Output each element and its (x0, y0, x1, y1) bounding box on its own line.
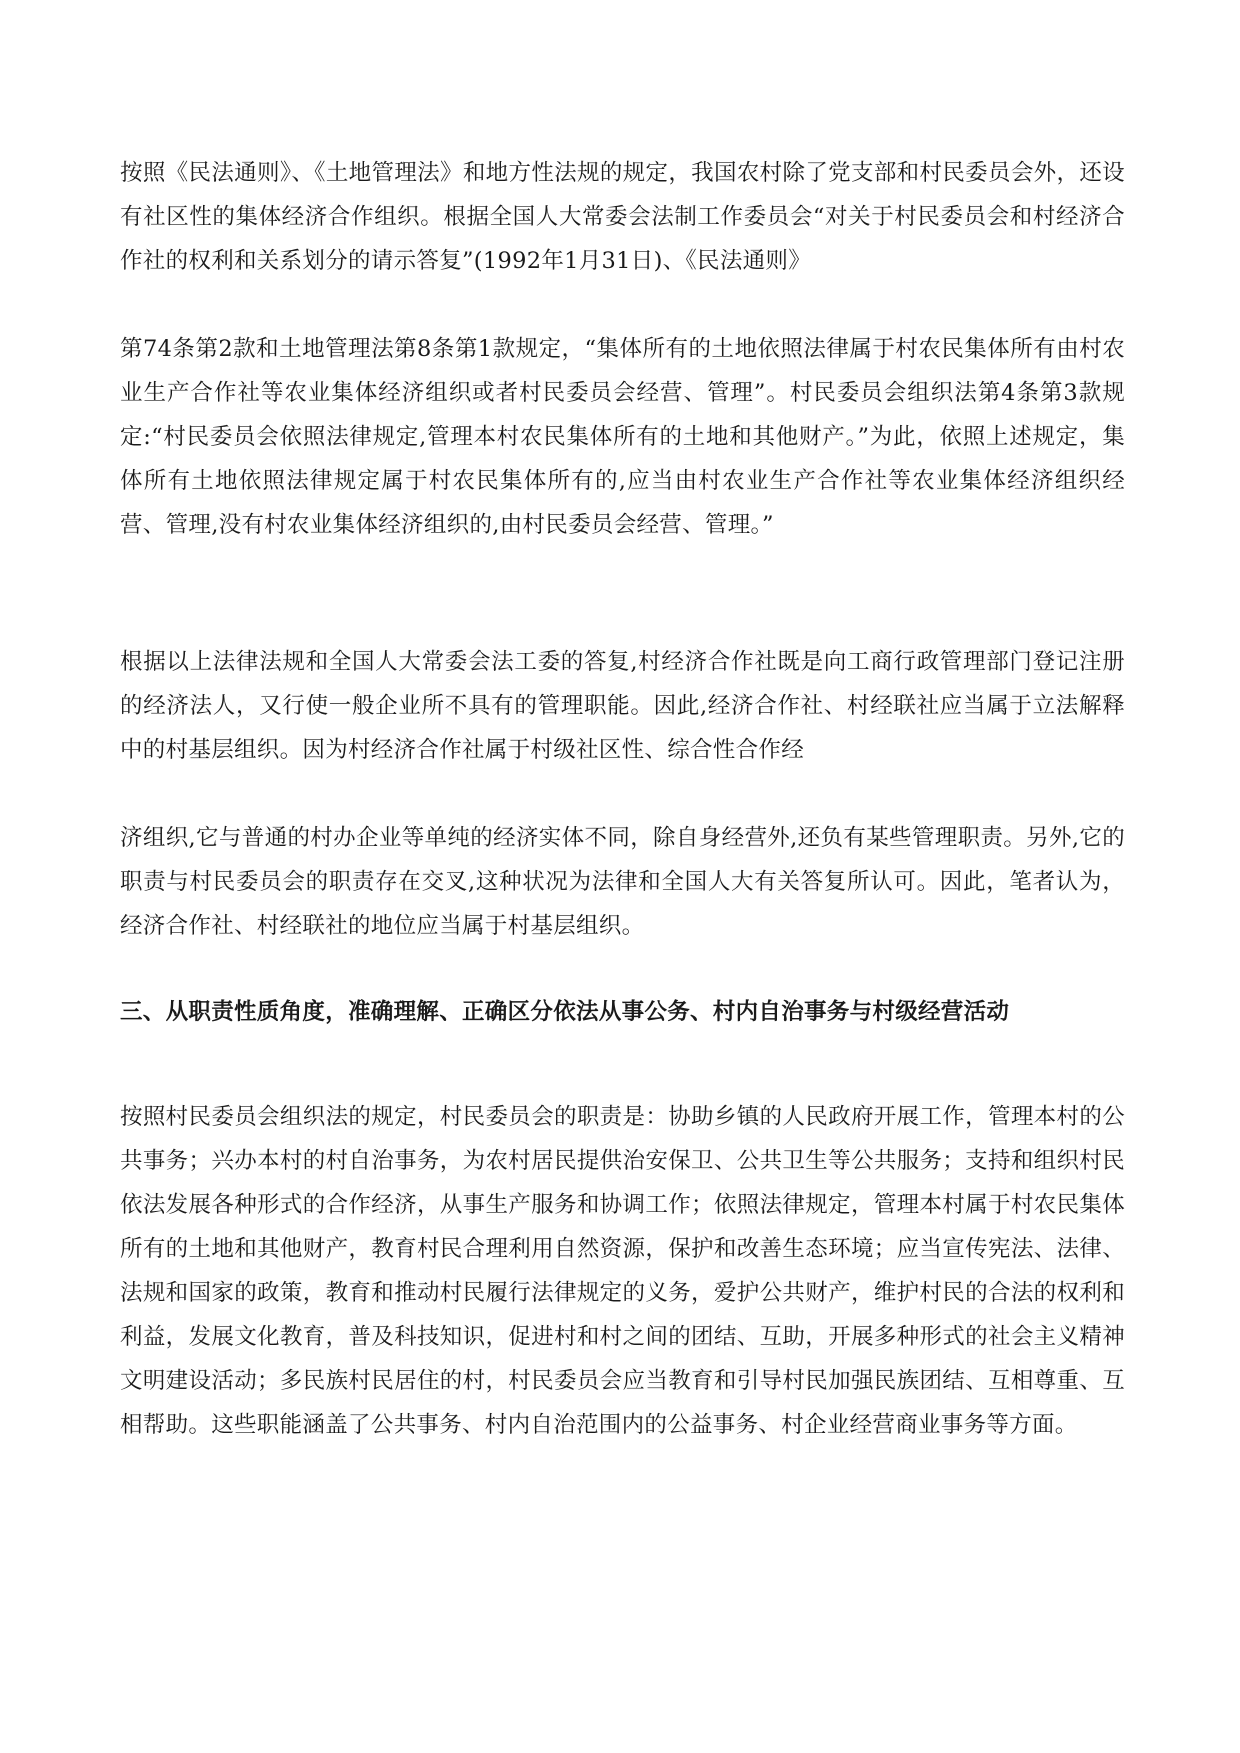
paragraph-2: 第74条第2款和土地管理法第8条第1款规定，“集体所有的土地依照法律属于村农民集体所有由村农业生产合作社等农业集体经济组织或者村民委员会经营、管理”。村民委员会组织法第4条第3款规定:“村民委员会依照法律规定,管理本村农民集体所有的土地和其他财产。”为此，依照上述规定，集体所有土地依照法律规定属于村农民集体所有的,应当由村农业生产合作社等农业集体经济组织经营、管理,没有村农业集体经济组织的,由村民委员会经营、管理。” (120, 336, 1125, 538)
paragraph-1: 按照《民法通则》、《土地管理法》和地方性法规的规定，我国农村除了党支部和村民委员会外，还设有社区性的集体经济合作组织。根据全国人大常委会法制工作委员会“对关于村民委员会和村经济合作社的权利和关系划分的请示答复”(1992年1月31日)、《民法通则》 (120, 160, 1125, 274)
paragraph-3: 根据以上法律法规和全国人大常委会法工委的答复,村经济合作社既是向工商行政管理部门登记注册的经济法人，又行使一般企业所不具有的管理职能。因此,经济合作社、村经联社应当属于立法解释中的村基层组织。因为村经济合作社属于村级社区性、综合性合作经 (120, 649, 1125, 763)
section-heading: 三、从职责性质角度，准确理解、正确区分依法从事公务、村内自治事务与村级经营活动 (120, 999, 1010, 1025)
paragraph-5: 按照村民委员会组织法的规定，村民委员会的职责是：协助乡镇的人民政府开展工作，管理本村的公共事务；兴办本村的村自治事务，为农村居民提供治安保卫、公共卫生等公共服务；支持和组织村民依法发展各种形式的合作经济，从事生产服务和协调工作；依照法律规定，管理本村属于村农民集体所有的土地和其他财产，教育村民合理利用自然资源，保护和改善生态环境；应当宣传宪法、法律、法规和国家的政策，教育和推动村民履行法律规定的义务，爱护公共财产，维护村民的合法的权利和利益，发展文化教育，普及科技知识，促进村和村之间的团结、互助，开展多种形式的社会主义精神文明建设活动；多民族村民居住的村，村民委员会应当教育和引导村民加强民族团结、互相尊重、互相帮助。这些职能涵盖了公共事务、村内自治范围内的公益事务、村企业经营商业事务等方面。 (120, 1104, 1125, 1438)
paragraph-4: 济组织,它与普通的村办企业等单纯的经济实体不同，除自身经营外,还负有某些管理职责。另外,它的职责与村民委员会的职责存在交叉,这种状况为法律和全国人大有关答复所认可。因此，笔者认为，经济合作社、村经联社的地位应当属于村基层组织。 (120, 825, 1125, 939)
